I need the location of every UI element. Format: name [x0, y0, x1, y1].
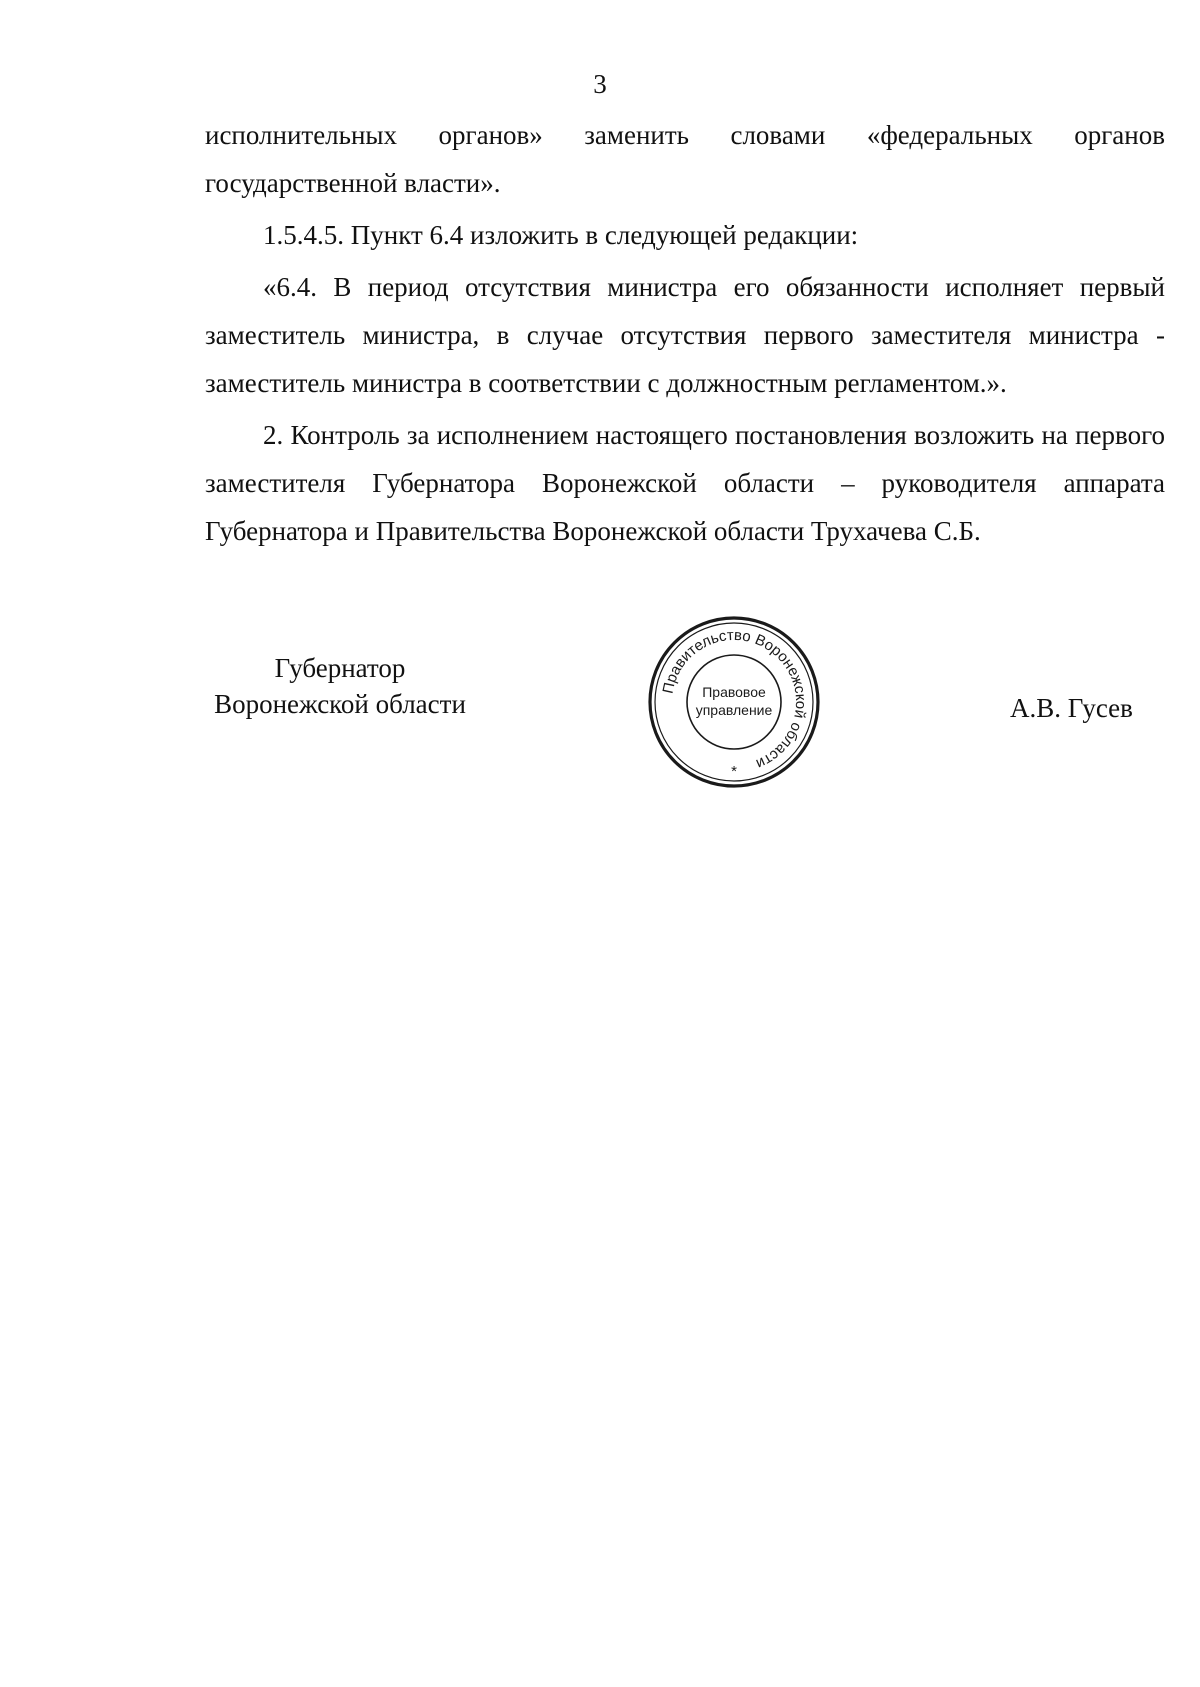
- stamp-star: *: [731, 763, 737, 780]
- page-number: 3: [593, 69, 607, 99]
- stamp-center-line-2: управление: [695, 702, 773, 718]
- signatory-title: [190, 650, 490, 722]
- paragraph-continuation: исполнительных органов» заменить словами «федеральных органов государственной власти».: [205, 120, 1165, 198]
- signatory-title-line-2: Воронежской области: [214, 689, 466, 719]
- signatory-name: А.В. Гусев: [1010, 693, 1133, 723]
- paragraph-clause-6-4: «6.4. В период отсутствия министра его обязанности исполняет первый заместитель министра, в случае отсутствия первого заместителя министра - заместитель министра в соответствии с должностным регламентом.».: [205, 272, 1165, 398]
- paragraph-control-clause: 2. Контроль за исполнением настоящего постановления возложить на первого заместителя Губернатора Воронежской области – руководителя аппарата Губернатора и Правительства Воронежской области Трухачева С.Б.: [205, 420, 1165, 546]
- document-body: [205, 111, 1165, 559]
- stamp-ring-text: Правительство Воронежской области: [659, 626, 810, 773]
- stamp-center-line-1: Правовое: [702, 684, 766, 700]
- paragraph-clause-1-5-4-5: 1.5.4.5. Пункт 6.4 изложить в следующей редакции:: [263, 220, 859, 250]
- signatory-title-line-1: Губернатор: [274, 653, 406, 683]
- signature-block: [0, 600, 1200, 790]
- official-stamp-seal: [645, 613, 823, 791]
